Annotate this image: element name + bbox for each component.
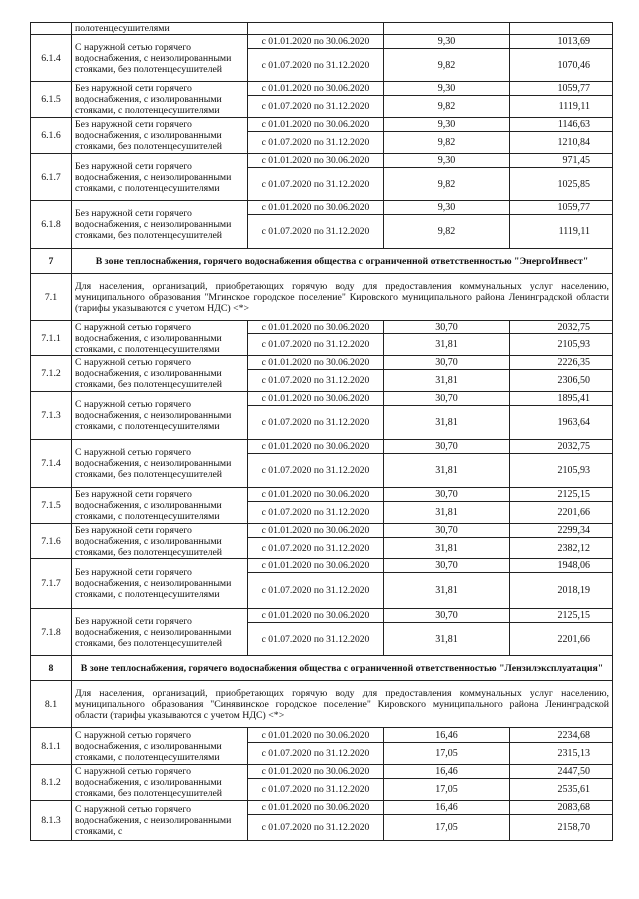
row-value: 31,81 — [384, 370, 510, 392]
row-period: с 01.07.2020 по 31.12.2020 — [248, 96, 384, 118]
row-period: с 01.07.2020 по 31.12.2020 — [248, 215, 384, 249]
row-number: 7.1.7 — [31, 559, 72, 609]
subsection-row — [31, 681, 613, 728]
table-row — [31, 488, 613, 502]
document-page — [30, 22, 612, 841]
row-tariff: 1070,46 — [510, 49, 613, 82]
row-period: с 01.01.2020 по 30.06.2020 — [248, 356, 384, 370]
row-number: 6.1.5 — [31, 82, 72, 118]
row-number: 7.1.3 — [31, 392, 72, 440]
row-tariff: 2299,34 — [510, 524, 613, 538]
row-period: с 01.01.2020 по 30.06.2020 — [248, 559, 384, 573]
row-period: с 01.07.2020 по 31.12.2020 — [248, 132, 384, 154]
row-value: 30,70 — [384, 392, 510, 406]
section-number: 8 — [31, 656, 72, 681]
row-tariff: 1895,41 — [510, 392, 613, 406]
row-period: с 01.01.2020 по 30.06.2020 — [248, 82, 384, 96]
row-number: 8.1.3 — [31, 801, 72, 841]
row-period: с 01.01.2020 по 30.06.2020 — [248, 765, 384, 779]
row-period: с 01.01.2020 по 30.06.2020 — [248, 609, 384, 623]
row-value: 30,70 — [384, 524, 510, 538]
row-tariff: 2125,15 — [510, 488, 613, 502]
row-period: с 01.01.2020 по 30.06.2020 — [248, 321, 384, 334]
row-description: Без наружной сети горячего водоснабжения, с неизолированными стояками, без полотенцесушителей — [72, 609, 248, 656]
row-value: 9,30 — [384, 82, 510, 96]
row-value: 17,05 — [384, 815, 510, 841]
row-tariff: 1059,77 — [510, 201, 613, 215]
row-description: С наружной сетью горячего водоснабжения, с изолированными стояками, без полотенцесушителей — [72, 765, 248, 801]
row-period: с 01.01.2020 по 30.06.2020 — [248, 201, 384, 215]
subsection-number: 7.1 — [31, 274, 72, 321]
row-value: 30,70 — [384, 488, 510, 502]
row-tariff: 2158,70 — [510, 815, 613, 841]
row-tariff: 2018,19 — [510, 573, 613, 609]
row-period: с 01.07.2020 по 31.12.2020 — [248, 334, 384, 356]
row-value: 16,46 — [384, 765, 510, 779]
row-value: 9,30 — [384, 201, 510, 215]
section-number: 7 — [31, 249, 72, 274]
row-value: 30,70 — [384, 440, 510, 454]
row-description: Без наружной сети горячего водоснабжения, с изолированными стояками, без полотенцесушителей — [72, 118, 248, 154]
row-description: С наружной сетью горячего водоснабжения, с изолированными стояками, с полотенцесушителями — [72, 321, 248, 356]
row-value: 9,82 — [384, 132, 510, 154]
row-description: Без наружной сети горячего водоснабжения, с изолированными стояками, с полотенцесушителями — [72, 488, 248, 524]
row-period: с 01.01.2020 по 30.06.2020 — [248, 392, 384, 406]
table-row — [31, 801, 613, 815]
section-title: В зоне теплоснабжения, горячего водоснабжения общества с ограниченной ответственностью "Лензилэксплуатация" — [72, 656, 613, 681]
row-value: 17,05 — [384, 743, 510, 765]
table-row — [31, 440, 613, 454]
table-row — [31, 35, 613, 49]
table-row — [31, 392, 613, 406]
row-tariff: 2382,12 — [510, 538, 613, 559]
row-description: Без наружной сети горячего водоснабжения, с неизолированными стояками, без полотенцесушителей — [72, 201, 248, 249]
row-value: 31,81 — [384, 334, 510, 356]
row-number: 7.1.8 — [31, 609, 72, 656]
row-value: 31,81 — [384, 538, 510, 559]
row-tariff: 1146,63 — [510, 118, 613, 132]
table-row — [31, 356, 613, 370]
table-row — [31, 154, 613, 168]
row-description: Без наружной сети горячего водоснабжения, с неизолированными стояками, с полотенцесушителями — [72, 154, 248, 201]
row-tariff: 2105,93 — [510, 454, 613, 488]
subsection-number: 8.1 — [31, 681, 72, 728]
row-tariff: 2315,13 — [510, 743, 613, 765]
row-tariff: 2226,35 — [510, 356, 613, 370]
row-number: 7.1.4 — [31, 440, 72, 488]
row-period: с 01.07.2020 по 31.12.2020 — [248, 573, 384, 609]
row-value — [384, 23, 510, 35]
row-period: с 01.07.2020 по 31.12.2020 — [248, 815, 384, 841]
table-row — [31, 118, 613, 132]
row-number: 7.1.1 — [31, 321, 72, 356]
row-tariff: 2032,75 — [510, 440, 613, 454]
row-number: 6.1.8 — [31, 201, 72, 249]
row-period: с 01.01.2020 по 30.06.2020 — [248, 728, 384, 743]
subsection-row — [31, 274, 613, 321]
row-value: 30,70 — [384, 609, 510, 623]
row-number: 7.1.6 — [31, 524, 72, 559]
row-period: с 01.07.2020 по 31.12.2020 — [248, 454, 384, 488]
section-title: В зоне теплоснабжения, горячего водоснабжения общества с ограниченной ответственностью "ЭнергоИнвест" — [72, 249, 613, 274]
row-number: 7.1.2 — [31, 356, 72, 392]
row-period: с 01.07.2020 по 31.12.2020 — [248, 49, 384, 82]
row-period: с 01.07.2020 по 31.12.2020 — [248, 743, 384, 765]
row-value: 9,82 — [384, 215, 510, 249]
row-tariff: 1963,64 — [510, 406, 613, 440]
row-value: 9,30 — [384, 35, 510, 49]
row-period: с 01.01.2020 по 30.06.2020 — [248, 118, 384, 132]
row-period: с 01.01.2020 по 30.06.2020 — [248, 440, 384, 454]
row-value: 31,81 — [384, 454, 510, 488]
row-description: Без наружной сети горячего водоснабжения, с неизолированными стояками, с полотенцесушителями — [72, 559, 248, 609]
row-value: 16,46 — [384, 728, 510, 743]
tariff-table — [30, 22, 613, 841]
table-row — [31, 321, 613, 334]
row-period: с 01.07.2020 по 31.12.2020 — [248, 370, 384, 392]
row-description: С наружной сетью горячего водоснабжения, с неизолированными стояками, без полотенцесушителей — [72, 35, 248, 82]
row-description: Без наружной сети горячего водоснабжения, с изолированными стояками, без полотенцесушителей — [72, 524, 248, 559]
row-description: С наружной сетью горячего водоснабжения, с неизолированными стояками, без полотенцесушителей — [72, 440, 248, 488]
table-row — [31, 82, 613, 96]
row-tariff: 1025,85 — [510, 168, 613, 201]
row-period: с 01.01.2020 по 30.06.2020 — [248, 154, 384, 168]
row-tariff: 1210,84 — [510, 132, 613, 154]
row-tariff: 2105,93 — [510, 334, 613, 356]
row-description: полотенцесушителями — [72, 23, 248, 35]
row-period — [248, 23, 384, 35]
row-number: 7.1.5 — [31, 488, 72, 524]
row-period: с 01.01.2020 по 30.06.2020 — [248, 524, 384, 538]
row-description: С наружной сетью горячего водоснабжения, с изолированными стояками, с полотенцесушителями — [72, 728, 248, 765]
row-period: с 01.07.2020 по 31.12.2020 — [248, 168, 384, 201]
row-value: 9,30 — [384, 154, 510, 168]
table-row-fragment — [31, 23, 613, 35]
row-number: 6.1.7 — [31, 154, 72, 201]
row-number: 8.1.1 — [31, 728, 72, 765]
row-description: С наружной сетью горячего водоснабжения, с неизолированными стояками, с — [72, 801, 248, 841]
row-value: 16,46 — [384, 801, 510, 815]
row-description: С наружной сетью горячего водоснабжения, с изолированными стояками, без полотенцесушителей — [72, 356, 248, 392]
row-number: 6.1.6 — [31, 118, 72, 154]
row-tariff: 2535,61 — [510, 779, 613, 801]
row-tariff: 1013,69 — [510, 35, 613, 49]
table-row — [31, 765, 613, 779]
row-period: с 01.07.2020 по 31.12.2020 — [248, 623, 384, 656]
row-value: 9,82 — [384, 49, 510, 82]
row-period: с 01.01.2020 по 30.06.2020 — [248, 801, 384, 815]
row-value: 31,81 — [384, 573, 510, 609]
row-description: С наружной сетью горячего водоснабжения, с неизолированными стояками, с полотенцесушителями — [72, 392, 248, 440]
row-tariff: 2201,66 — [510, 623, 613, 656]
row-period: с 01.07.2020 по 31.12.2020 — [248, 779, 384, 801]
row-tariff: 2125,15 — [510, 609, 613, 623]
row-tariff: 2032,75 — [510, 321, 613, 334]
row-value: 31,81 — [384, 406, 510, 440]
row-number — [31, 23, 72, 35]
section-header-row — [31, 656, 613, 681]
row-tariff: 2083,68 — [510, 801, 613, 815]
row-description: Без наружной сети горячего водоснабжения, с изолированными стояками, с полотенцесушителями — [72, 82, 248, 118]
row-value: 9,82 — [384, 168, 510, 201]
row-tariff: 2447,50 — [510, 765, 613, 779]
row-value: 9,82 — [384, 96, 510, 118]
row-value: 30,70 — [384, 559, 510, 573]
row-tariff: 2306,50 — [510, 370, 613, 392]
section-header-row — [31, 249, 613, 274]
row-value: 30,70 — [384, 356, 510, 370]
row-tariff: 2234,68 — [510, 728, 613, 743]
row-number: 6.1.4 — [31, 35, 72, 82]
row-value: 31,81 — [384, 623, 510, 656]
table-row — [31, 559, 613, 573]
row-tariff — [510, 23, 613, 35]
row-period: с 01.01.2020 по 30.06.2020 — [248, 35, 384, 49]
row-value: 17,05 — [384, 779, 510, 801]
row-number: 8.1.2 — [31, 765, 72, 801]
subsection-text: Для населения, организаций, приобретающих горячую воду для предоставления коммунальных услуг населению, муниципального образования "Синявинское городское поселение" Кировского муниципального района Ленинградской области (тарифы указываются с учетом НДС) <*> — [72, 681, 613, 728]
row-period: с 01.01.2020 по 30.06.2020 — [248, 488, 384, 502]
row-period: с 01.07.2020 по 31.12.2020 — [248, 538, 384, 559]
row-tariff: 971,45 — [510, 154, 613, 168]
row-period: с 01.07.2020 по 31.12.2020 — [248, 502, 384, 524]
row-tariff: 1119,11 — [510, 215, 613, 249]
table-row — [31, 201, 613, 215]
row-tariff: 1119,11 — [510, 96, 613, 118]
row-value: 31,81 — [384, 502, 510, 524]
subsection-text: Для населения, организаций, приобретающих горячую воду для предоставления коммунальных услуг населению, муниципального образования "Мгинское городское поселение" Кировского муниципального района Ленинградской области (тарифы указываются с учетом НДС) <*> — [72, 274, 613, 321]
table-row — [31, 728, 613, 743]
table-row — [31, 609, 613, 623]
table-row — [31, 524, 613, 538]
row-value: 30,70 — [384, 321, 510, 334]
row-value: 9,30 — [384, 118, 510, 132]
row-tariff: 1948,06 — [510, 559, 613, 573]
row-period: с 01.07.2020 по 31.12.2020 — [248, 406, 384, 440]
row-tariff: 1059,77 — [510, 82, 613, 96]
row-tariff: 2201,66 — [510, 502, 613, 524]
